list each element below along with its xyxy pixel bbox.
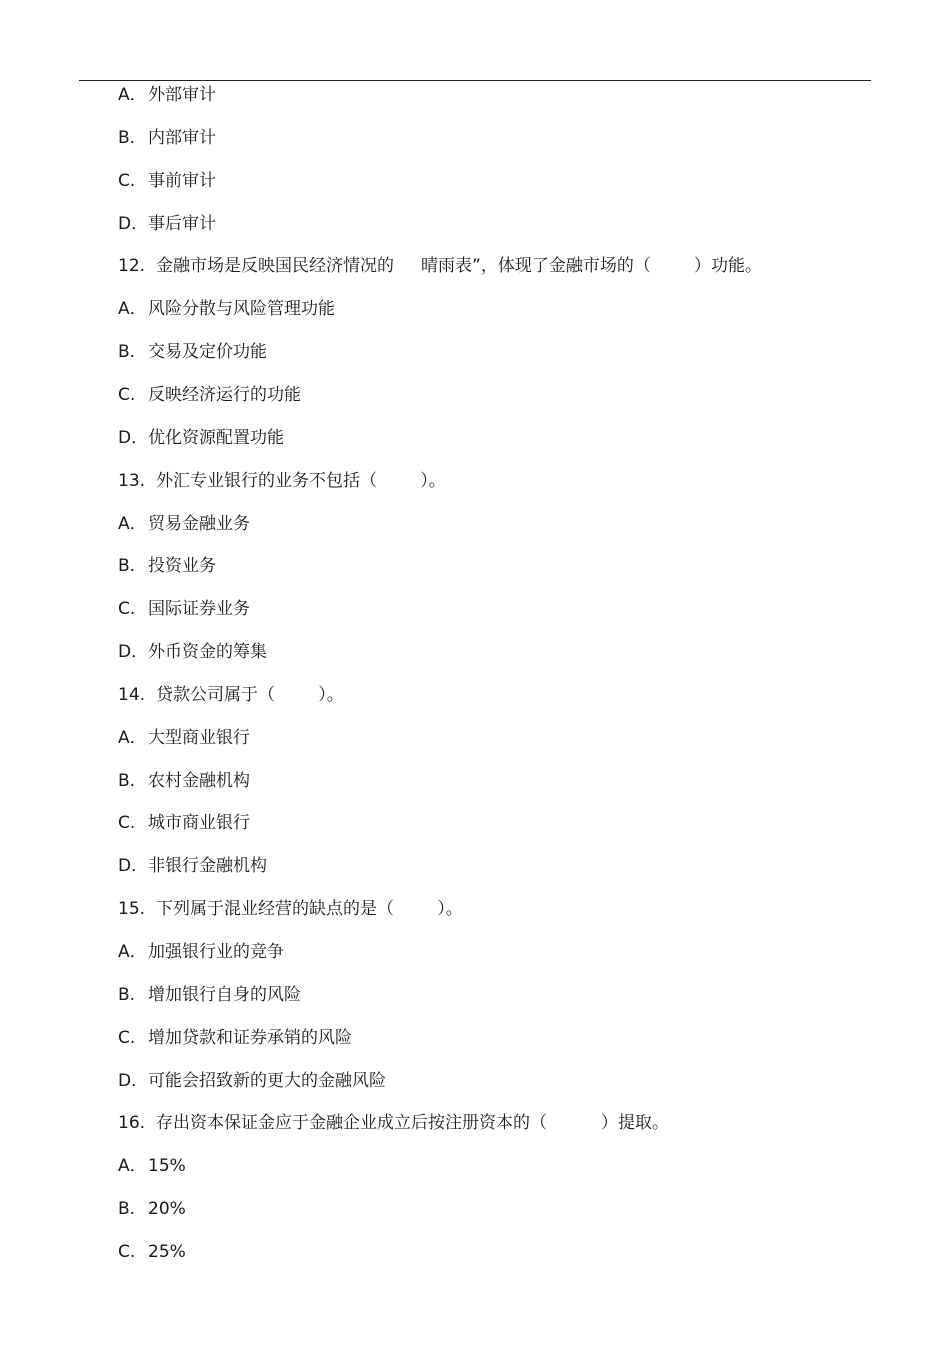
option-label: C. (118, 385, 136, 405)
option-label: A． (118, 85, 147, 105)
option-label: B. (118, 985, 136, 1005)
option-text: 风险分散与风险管理功能 (148, 299, 335, 319)
option-line (118, 941, 284, 963)
option-text: 国际证券业务 (148, 599, 250, 619)
option-label: B. (118, 128, 136, 148)
question-number: 16. (118, 1113, 146, 1133)
option-label: B. (118, 771, 136, 791)
option-label: C. (118, 171, 136, 191)
option-text: 反映经济运行的功能 (148, 385, 301, 405)
option-line (118, 1241, 186, 1263)
option-line (118, 598, 250, 620)
option-line (118, 1155, 186, 1177)
option-text: 投资业务 (148, 556, 216, 576)
option-line (118, 298, 335, 320)
question-line (118, 255, 762, 277)
option-line (118, 555, 216, 577)
option-text: 非银行金融机构 (148, 856, 267, 876)
option-line (118, 513, 250, 535)
question-number: 15. (118, 899, 146, 919)
option-line (118, 727, 250, 749)
option-line (118, 127, 216, 149)
option-line (118, 341, 267, 363)
option-line (118, 170, 216, 192)
option-text: 事后审计 (148, 214, 216, 234)
question-number: 12. (118, 256, 146, 276)
option-line (118, 84, 216, 106)
option-text: 城市商业银行 (148, 813, 250, 833)
option-text: 大型商业银行 (148, 728, 250, 748)
question-text: 外汇专业银行的业务不包括（ ）。 (156, 471, 446, 491)
question-line (118, 1112, 669, 1134)
option-text: 事前审计 (148, 171, 216, 191)
option-line (118, 1070, 386, 1092)
option-text: 农村金融机构 (148, 771, 250, 791)
option-label: C. (118, 1028, 136, 1048)
option-label: D． (118, 642, 149, 662)
option-text: 可能会招致新的更大的金融风险 (148, 1071, 386, 1091)
question-line (118, 684, 344, 706)
option-label: D． (118, 428, 149, 448)
option-line (118, 641, 267, 663)
option-line (118, 1027, 352, 1049)
question-text: 贷款公司属于（ ）。 (156, 685, 344, 705)
option-text: 优化资源配置功能 (148, 428, 284, 448)
option-line (118, 812, 250, 834)
option-line (118, 427, 284, 449)
option-label: B. (118, 342, 136, 362)
option-line (118, 213, 216, 235)
option-label: B. (118, 556, 136, 576)
option-label: A． (118, 514, 147, 534)
option-label: C. (118, 1242, 136, 1262)
option-text: 增加贷款和证券承销的风险 (148, 1028, 352, 1048)
option-line (118, 384, 301, 406)
option-label: A． (118, 942, 147, 962)
option-label: A． (118, 1156, 147, 1176)
option-text: 外部审计 (148, 85, 216, 105)
question-number: 14. (118, 685, 146, 705)
option-label: C. (118, 813, 136, 833)
question-number: 13. (118, 471, 146, 491)
option-text: 交易及定价功能 (148, 342, 267, 362)
option-line (118, 1198, 186, 1220)
option-line (118, 855, 267, 877)
option-text: 加强银行业的竞争 (148, 942, 284, 962)
question-text: 金融市场是反映国民经济情况的 晴雨表”，体现了金融市场的（ ）功能。 (156, 256, 763, 276)
question-text: 下列属于混业经营的缺点的是（ ）。 (156, 899, 463, 919)
option-label: D． (118, 856, 149, 876)
option-text: 增加银行自身的风险 (148, 985, 301, 1005)
option-label: B. (118, 1199, 136, 1219)
option-text: 15% (148, 1156, 186, 1176)
option-text: 外币资金的筹集 (148, 642, 267, 662)
option-label: A． (118, 728, 147, 748)
option-line (118, 984, 301, 1006)
question-line (118, 470, 446, 492)
option-text: 内部审计 (148, 128, 216, 148)
header-rule (79, 80, 871, 81)
option-line (118, 770, 250, 792)
question-text: 存出资本保证金应于金融企业成立后按注册资本的（ ）提取。 (156, 1113, 670, 1133)
option-label: C. (118, 599, 136, 619)
option-text: 贸易金融业务 (148, 514, 250, 534)
option-label: D． (118, 1071, 149, 1091)
question-line (118, 898, 463, 920)
option-text: 20% (148, 1199, 186, 1219)
option-label: A． (118, 299, 147, 319)
option-text: 25% (148, 1242, 186, 1262)
option-label: D． (118, 214, 149, 234)
